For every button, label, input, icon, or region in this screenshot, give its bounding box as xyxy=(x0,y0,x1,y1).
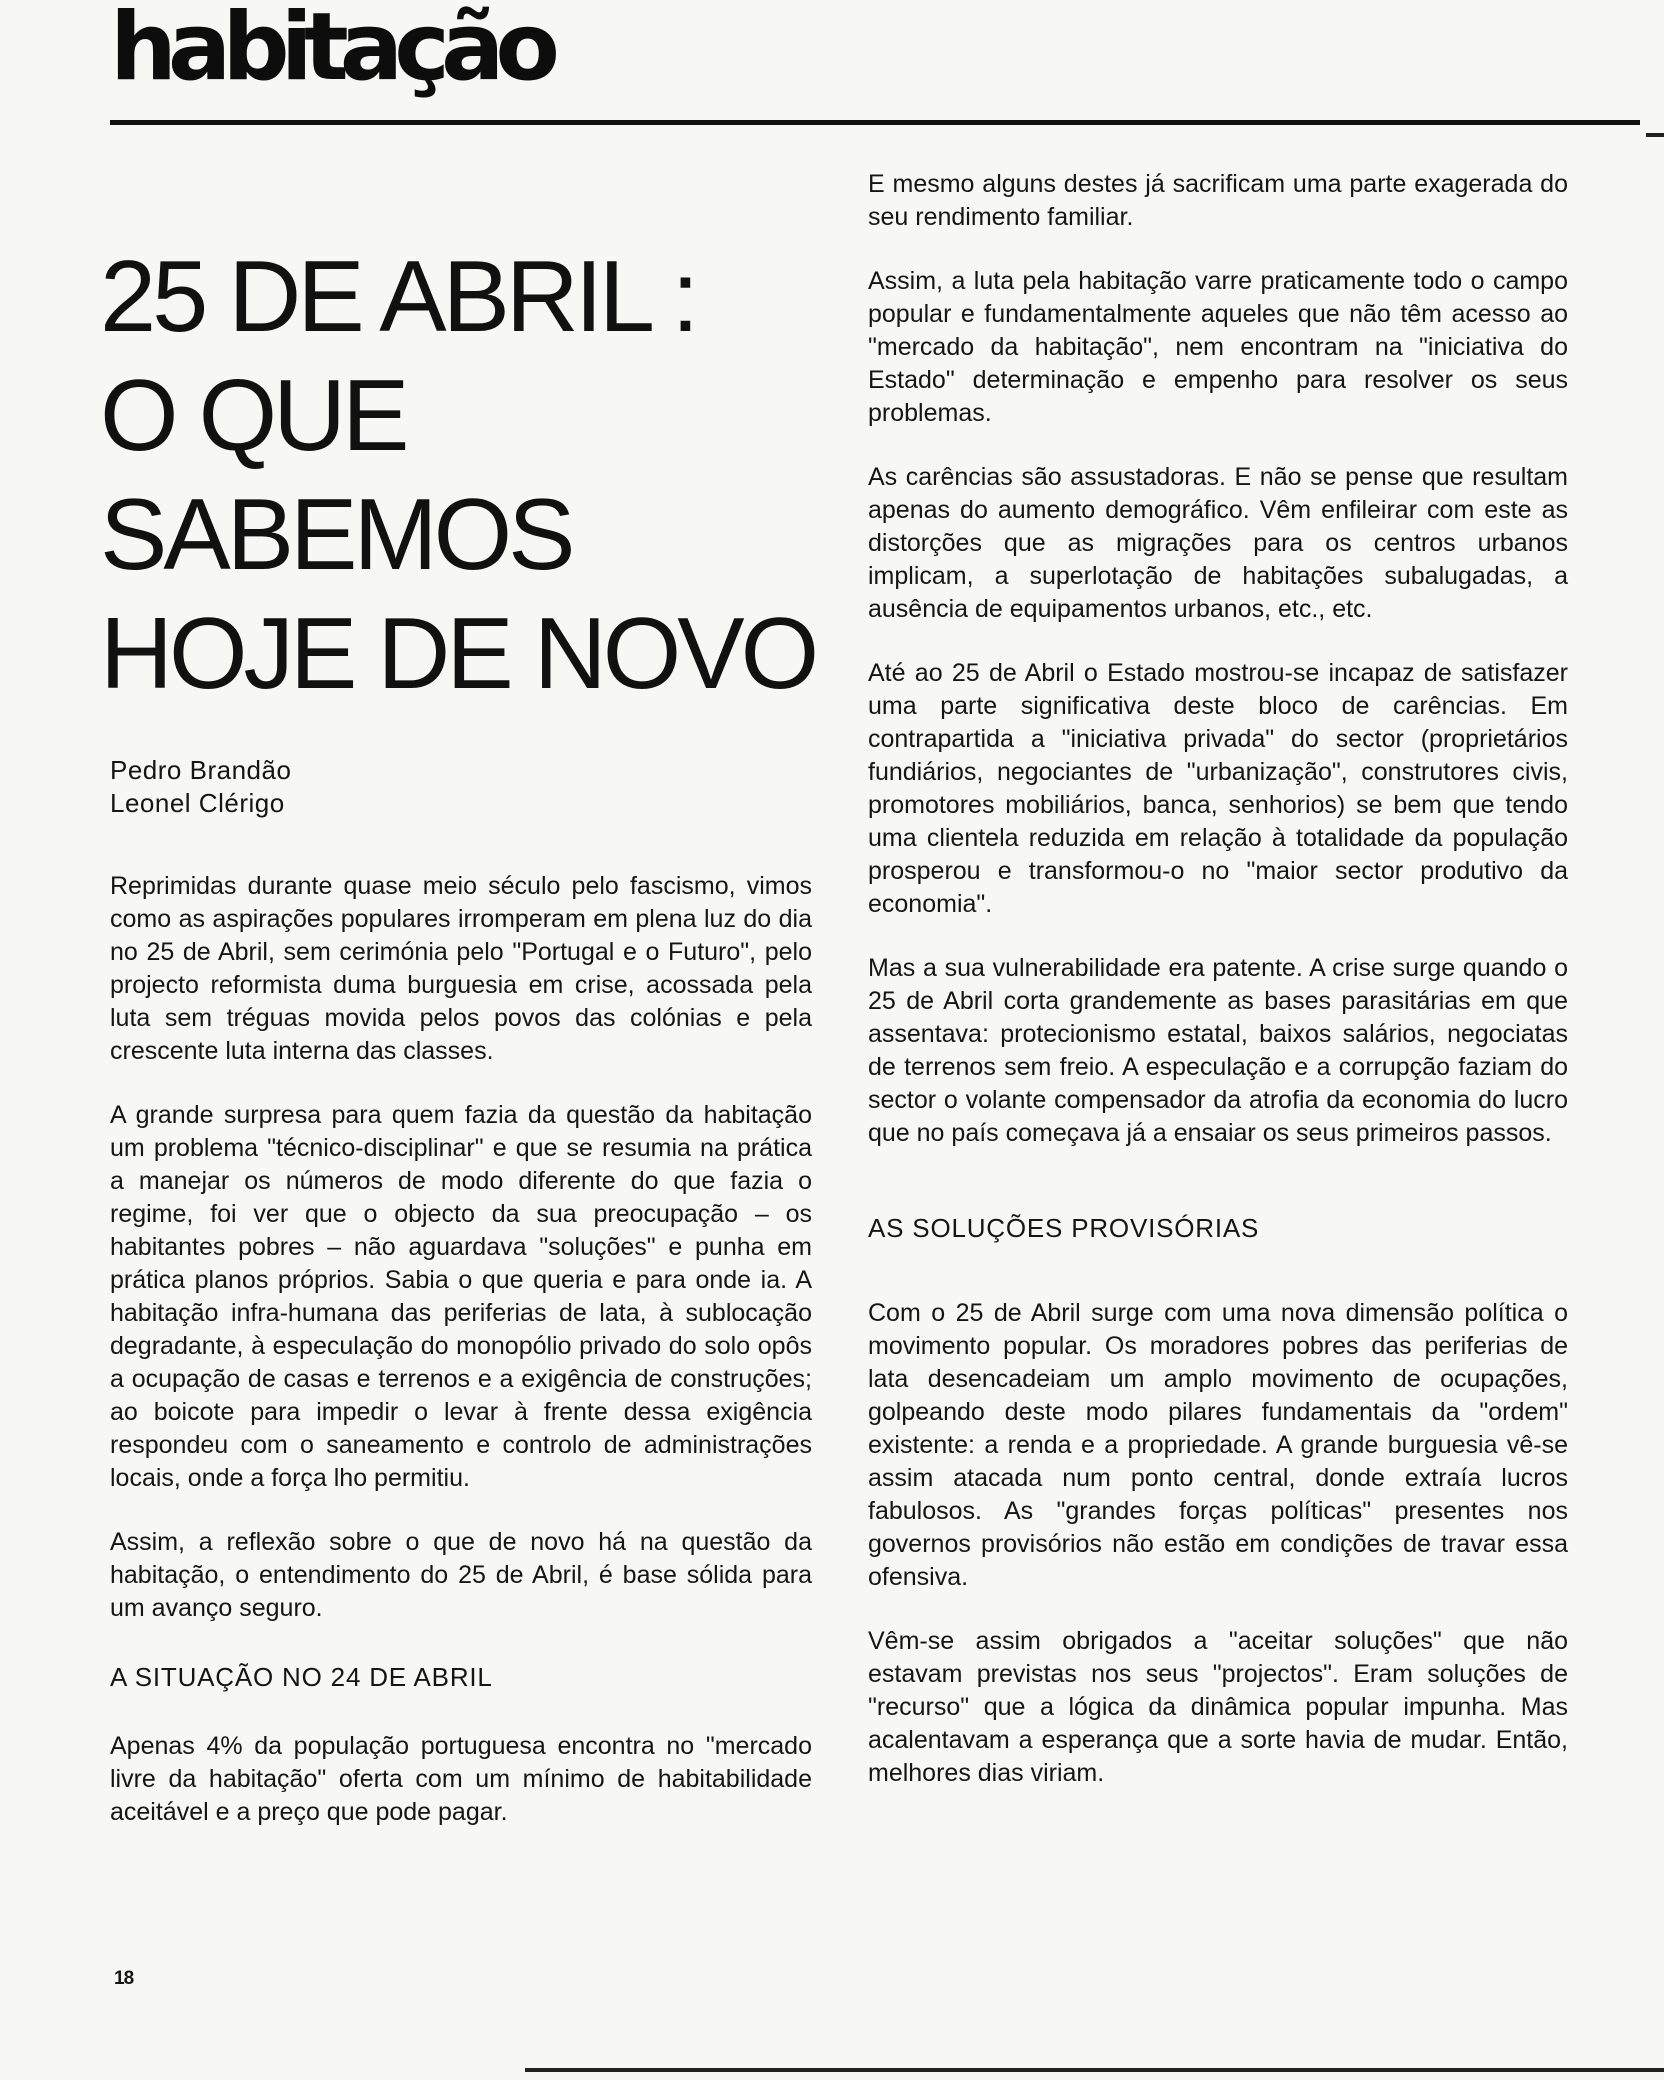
paragraph: Reprimidas durante quase meio século pelo fascismo, vimos como as aspirações populares irromperam em plena luz do dia no 25 de Abril, sem cerimónia pelo "Portugal e o Futuro", pelo projecto reformista duma burguesia em crise, acossada pela luta sem tréguas movida pelos povos das colónias e pela crescente luta interna das classes. xyxy=(110,872,812,1065)
paragraph: A grande surpresa para quem fazia da questão da habitação um problema "técnico-disciplinar" e que se resumia na prática a manejar os números de modo diferente do que fazia o regime, foi ver que o objecto da sua preocupação – os habitantes pobres – não aguardava "soluções" e punha em prática planos próprios. Sabia o que queria e para onde ia. A habitação infra-humana das periferias de lata, à sublocação degradante, à especulação do monopólio privado do solo opôs a ocupação de casas e terrenos e a exigência de construções; ao boicote para impedir o levar à frente dessa exigência respondeu com o saneamento e controlo de administrações locais, onde a força lho permitiu. xyxy=(110,1101,812,1492)
author-name: Leonel Clérigo xyxy=(110,788,285,818)
headline-line: HOJE DE NOVO xyxy=(100,598,816,710)
section-heading: A SITUAÇÃO NO 24 DE ABRIL xyxy=(110,1662,493,1692)
page-number: 18 xyxy=(114,1968,134,1989)
headline-line: SABEMOS xyxy=(100,479,572,591)
paragraph: Assim, a reflexão sobre o que de novo há na questão da habitação, o entendimento do 25 de Abril, é base sólida para um avanço seguro. xyxy=(110,1528,812,1622)
paragraph: Até ao 25 de Abril o Estado mostrou-se incapaz de satisfazer uma parte significativa deste bloco de carências. Em contrapartida a "iniciativa privada" do sector (proprietários fundiários, negociantes de "urbanização", construtores civis, promotores mobiliários, banca, senhorios) se bem que tendo uma clientela reduzida em relação à totalidade da população prosperou e transformou-o no "maior sector produtivo da economia". xyxy=(868,659,1568,918)
byline xyxy=(110,754,291,820)
section-label: habitação xyxy=(110,0,551,102)
paragraph: Mas a sua vulnerabilidade era patente. A crise surge quando o 25 de Abril corta grandemente as bases parasitárias em que assentava: protecionismo estatal, baixos salários, negociatas de terrenos sem freio. A especulação e a corrupção faziam do sector o volante compensador da atrofia da economia do lucro que no país começava já a ensaiar os seus primeiros passos. xyxy=(868,954,1568,1147)
margin-mark xyxy=(1646,133,1664,137)
paragraph: Com o 25 de Abril surge com uma nova dimensão política o movimento popular. Os moradores pobres das periferias de lata desencadeiam um amplo movimento de ocupações, golpeando deste modo pilares fundamentais da "ordem" existente: a renda e a propriedade. A grande burguesia vê-se assim atacada num ponto central, donde extraía lucros fabulosos. As "grandes forças políticas" presentes nos governos provisórios não estão em condições de travar essa ofensiva. xyxy=(868,1299,1568,1591)
headline-line: O QUE xyxy=(100,360,406,472)
headline xyxy=(100,238,815,714)
paragraph: E mesmo alguns destes já sacrificam uma parte exagerada do seu rendimento familiar. xyxy=(868,170,1568,231)
top-rule xyxy=(110,120,1640,125)
left-column xyxy=(110,870,812,1860)
bottom-rule xyxy=(525,2068,1664,2072)
paragraph: As carências são assustadoras. E não se pense que resultam apenas do aumento demográfico. Vêm enfileirar com este as distorções que as migrações para os centros urbanos implicam, a superlotação de habitações subalugadas, a ausência de equipamentos urbanos, etc., etc. xyxy=(868,463,1568,623)
headline-line: 25 DE ABRIL : xyxy=(100,241,696,353)
paragraph: Assim, a luta pela habitação varre praticamente todo o campo popular e fundamentalmente aqueles que não têm acesso ao "mercado da habitação", nem encontram na "iniciativa do Estado" determinação e empenho para resolver os seus problemas. xyxy=(868,267,1568,427)
section-heading: AS SOLUÇÕES PROVISÓRIAS xyxy=(868,1213,1260,1243)
author-name: Pedro Brandão xyxy=(110,755,292,785)
right-column xyxy=(868,168,1568,1821)
paragraph: Vêm-se assim obrigados a "aceitar soluções" que não estavam previstas nos seus "projectos". Eram soluções de "recurso" que a lógica da dinâmica popular impunha. Mas acalentavam a esperança que a sorte havia de mudar. Então, melhores dias viriam. xyxy=(868,1627,1568,1787)
paragraph: Apenas 4% da população portuguesa encontra no "mercado livre da habitação" oferta com um mínimo de habitabilidade aceitável e a preço que pode pagar. xyxy=(110,1732,812,1826)
